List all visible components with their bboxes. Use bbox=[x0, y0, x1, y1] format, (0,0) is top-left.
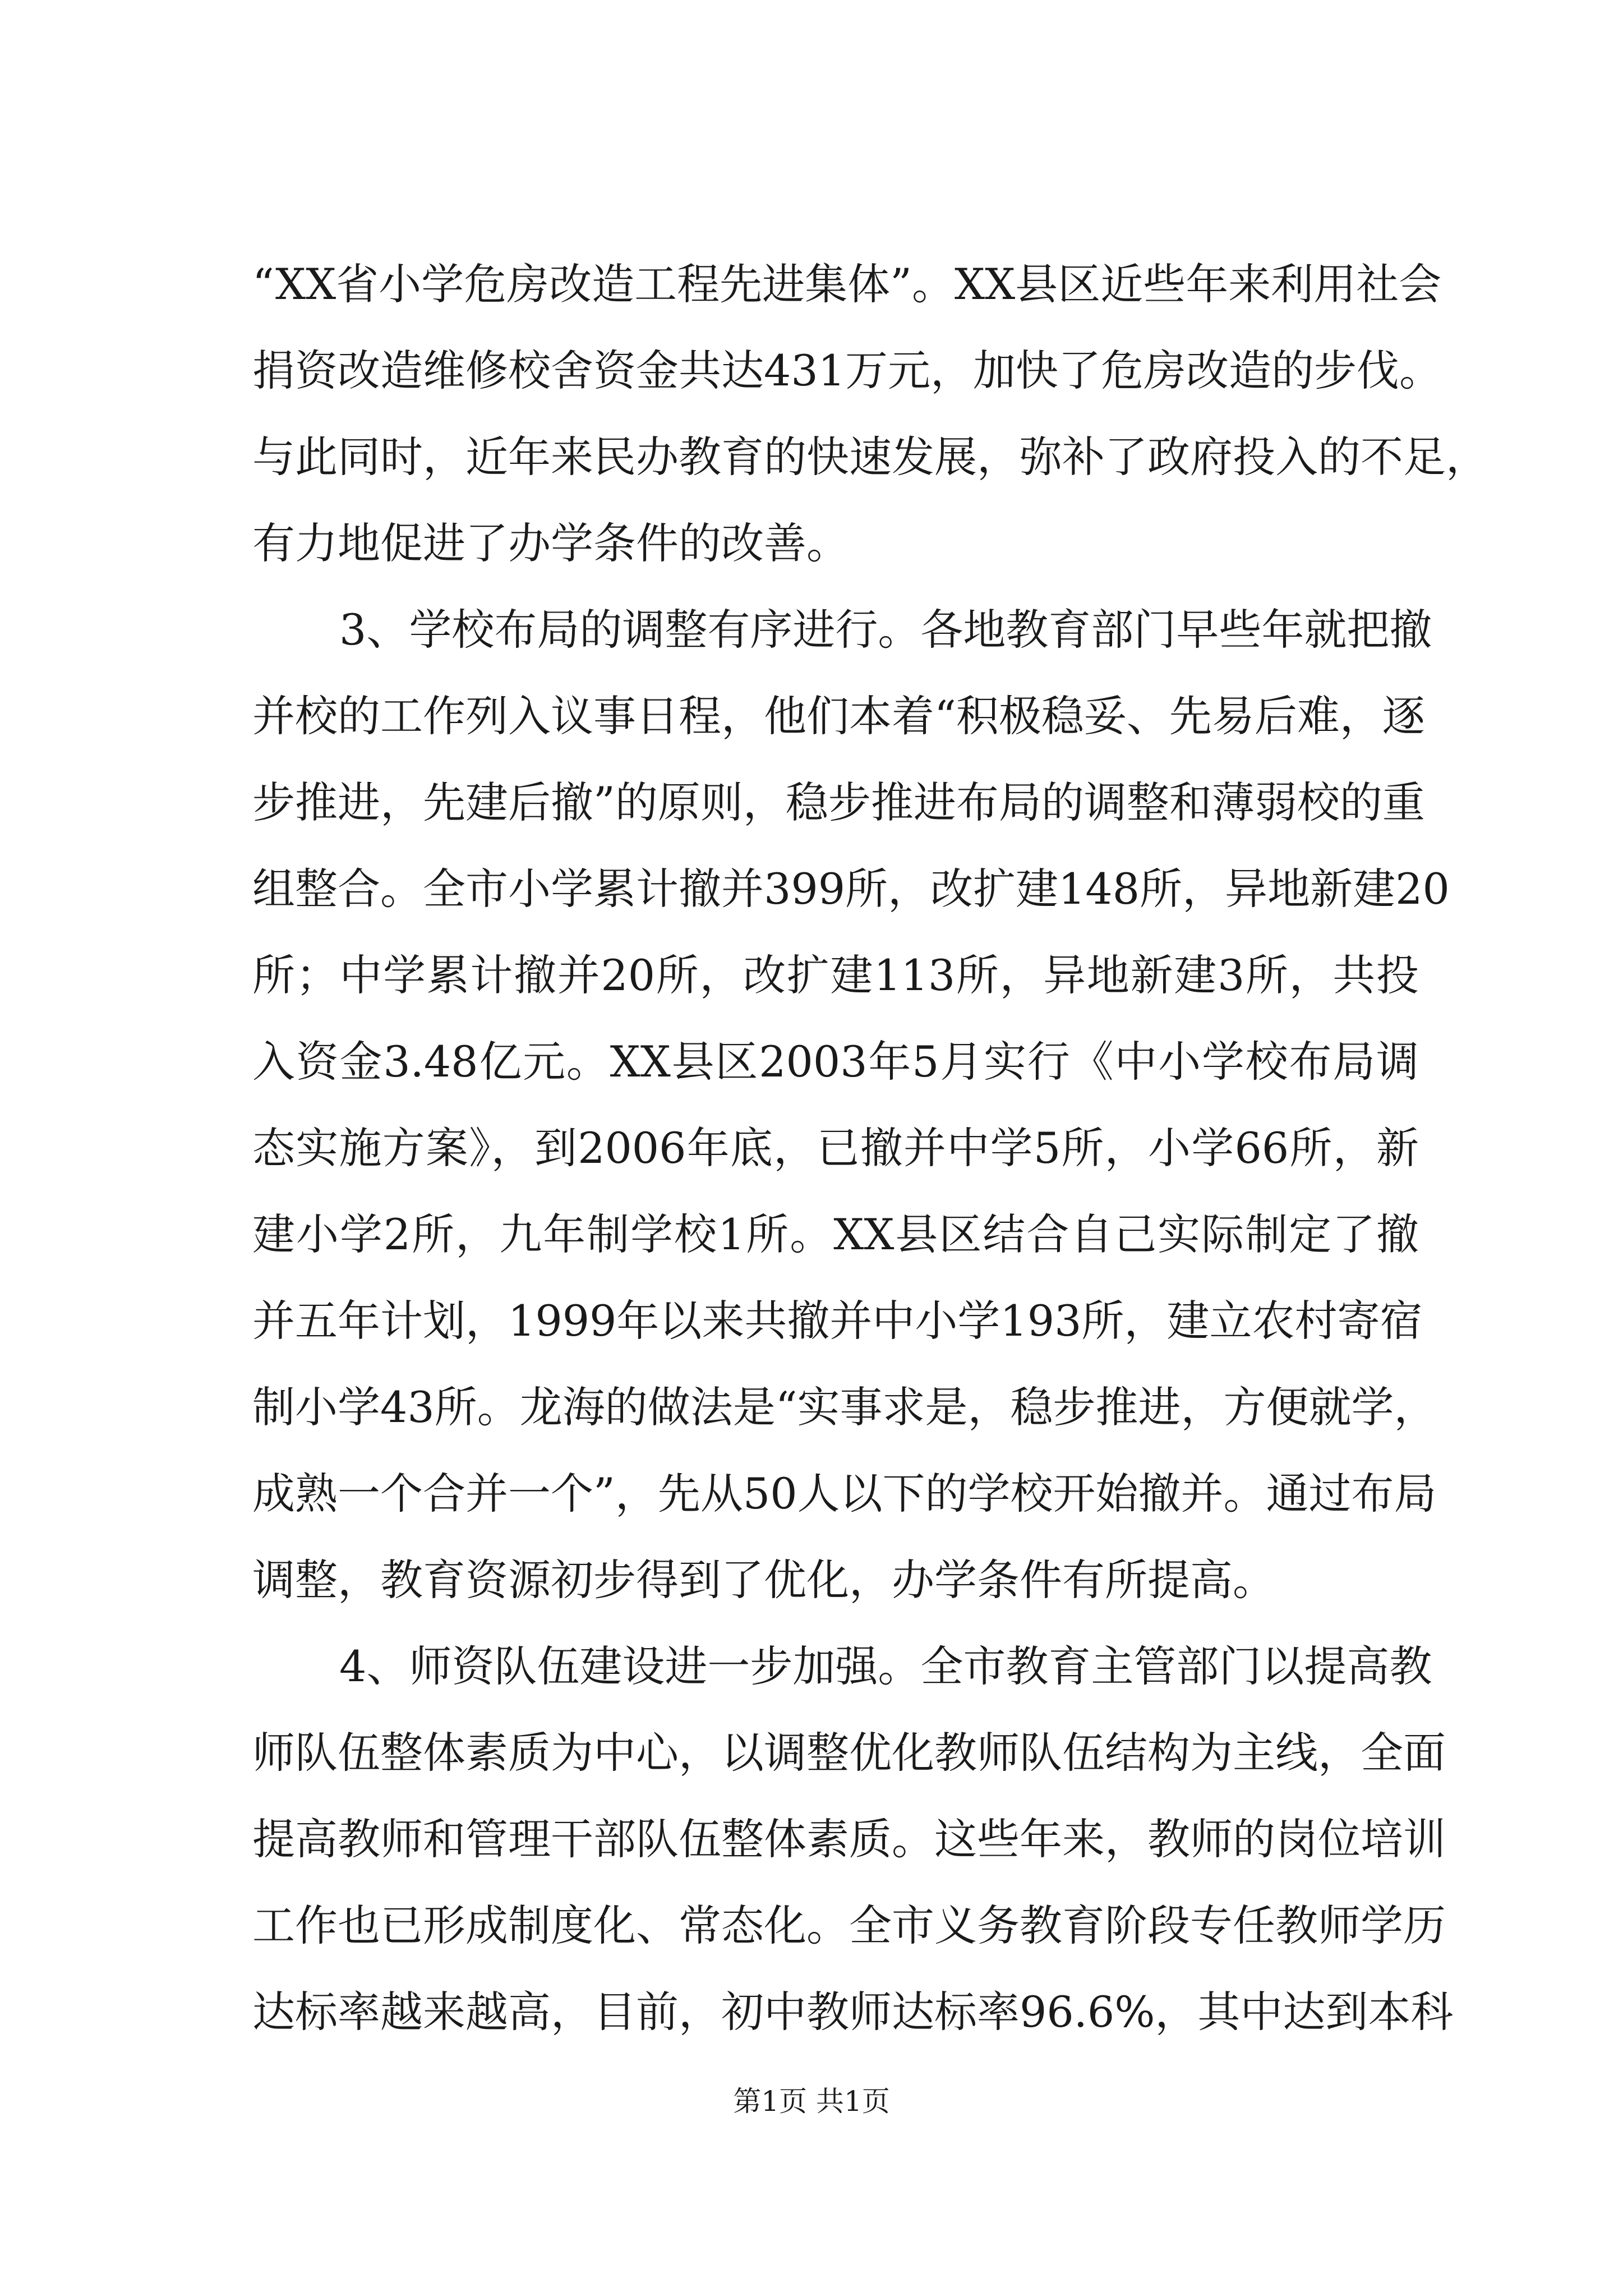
text-line: 工作也已形成制度化、常态化。全市义务教育阶段专任教师学历 bbox=[252, 1901, 1446, 1950]
text-line: 并校的工作列入议事日程，他们本着“积极稳妥、先易后难，逐 bbox=[252, 691, 1425, 741]
text-line: 成熟一个合并一个”，先从50人以下的学校开始撤并。通过布局 bbox=[252, 1469, 1437, 1519]
text-line: 制小学43所。龙海的做法是“实事求是，稳步推进，方便就学， bbox=[252, 1382, 1437, 1432]
text-line: 组整合。全市小学累计撤并399所，改扩建148所，异地新建20 bbox=[252, 864, 1450, 914]
text-line: 调整，教育资源初步得到了优化，办学条件有所提高。 bbox=[252, 1555, 1275, 1605]
text-line: 师队伍整体素质为中心，以调整优化教师队伍结构为主线，全面 bbox=[252, 1728, 1446, 1778]
text-line: 入资金3.48亿元。XX县区2003年5月实行《中小学校布局调 bbox=[252, 1037, 1419, 1087]
text-line: 步推进，先建后撤”的原则，稳步推进布局的调整和薄弱校的重 bbox=[252, 777, 1425, 827]
paragraph-start-line: 4、师资队伍建设进一步加强。全市教育主管部门以提高教 bbox=[339, 1641, 1432, 1691]
text-line: 捐资改造维修校舍资金共达431万元，加快了危房改造的步伐。 bbox=[252, 346, 1442, 395]
text-line: 建小学2所，九年制学校1所。XX县区结合自己实际制定了撤 bbox=[252, 1209, 1419, 1259]
text-line: 有力地促进了办学条件的改善。 bbox=[252, 518, 849, 568]
text-line: 并五年计划，1999年以来共撤并中小学193所，建立农村寄宿 bbox=[252, 1296, 1423, 1346]
text-line: 达标率越来越高，目前，初中教师达标率96.6%，其中达到本科 bbox=[252, 1987, 1454, 2037]
text-line: 提高教师和管理干部队伍整体素质。这些年来，教师的岗位培训 bbox=[252, 1814, 1446, 1864]
page-number-footer: 第1页 共1页 bbox=[733, 2085, 890, 2118]
text-line: 与此同时，近年来民办教育的快速发展，弥补了政府投入的不足， bbox=[252, 432, 1488, 482]
paragraph-start-line: 3、学校布局的调整有序进行。各地教育部门早些年就把撤 bbox=[339, 605, 1432, 655]
text-line: “XX省小学危房改造工程先进集体”。XX县区近些年来利用社会 bbox=[252, 259, 1442, 309]
text-line: 所；中学累计撤并20所，改扩建113所，异地新建3所，共投 bbox=[252, 950, 1419, 1000]
body-text bbox=[252, 241, 1488, 2055]
text-line: 态实施方案》，到2006年底，已撤并中学5所，小学66所，新 bbox=[252, 1123, 1419, 1173]
